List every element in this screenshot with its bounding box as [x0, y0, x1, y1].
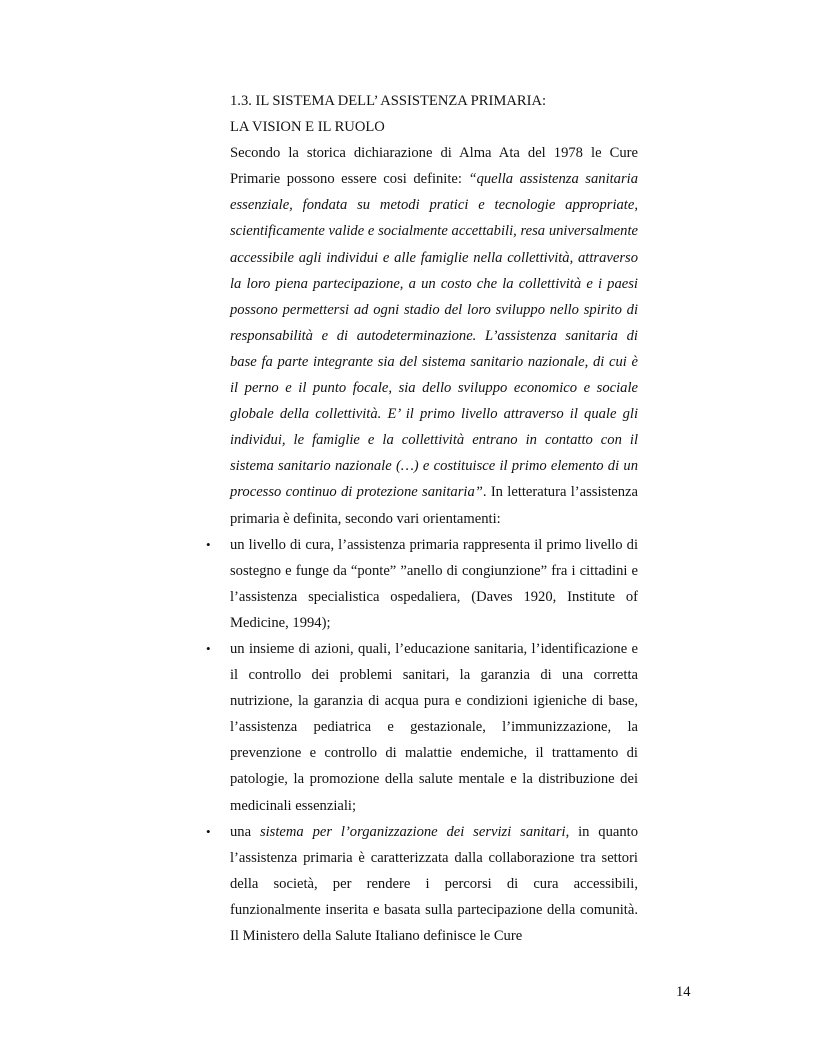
section-heading-line-2: LA VISION E IL RUOLO [230, 119, 385, 136]
list-item [206, 532, 638, 636]
orientations-list [206, 532, 638, 950]
list-item-text: un livello di cura, l’assistenza primaria rappresenta il primo livello di sostegno e funge da “ponte” ”anello di congiunzione” fra i cittadini e l’assistenza specialistica ospedaliera, (Daves 1920, Institute of Medicine, 1994); [230, 536, 638, 631]
intro-paragraph [230, 140, 638, 531]
list-item [206, 636, 638, 819]
section-heading-line-1: 1.3. IL SISTEMA DELL’ ASSISTENZA PRIMARIA: [230, 93, 547, 109]
list-item-text: un insieme di azioni, quali, l’educazione sanitaria, l’identificazione e il controllo dei problemi sanitari, la garanzia di una corretta nutrizione, la garanzia di acqua pura e condizioni igieniche di base, l’assistenza pediatrica e gestazionale, l’immunizzazione, la prevenzione e controllo di malattie endemiche, il trattamento di patologie, la promozione della salute mentale e la distribuzione dei medicinali essenziali; [230, 640, 638, 814]
intro-lead-text: Secondo la storica dichiarazione di Alma Ata del 1978 le Cure Primarie possono essere cosi definite: [230, 145, 638, 188]
page-content [206, 88, 639, 949]
list-item [206, 819, 638, 949]
bullet-icon: • [206, 823, 211, 839]
bullet-icon: • [206, 536, 211, 552]
bullet-icon: • [206, 640, 211, 656]
alma-ata-quote: “quella assistenza sanitaria essenziale, fondata su metodi pratici e tecnologie appropriate, scientificamente valide e socialmente accettabili, resa universalmente accessibile agli individui e alle famiglie nella collettività, attraverso la loro piena partecipazione, a un costo che la collettività e i paesi possono permettersi ad ogni stadio del loro sviluppo nello spirito di responsabilità e di autodeterminazione. L’assistenza sanitaria di base fa parte integrante sia del sistema sanitario nazionale, di cui è il perno e il punto focale, sia dello sviluppo economico e sociale globale della collettività. E’ il primo livello attraverso il quale gli individui, le famiglie e la collettività entrano in contatto con il sistema sanitario nazionale (…) e costituisce il primo elemento di un processo continuo di protezione sanitaria” [230, 171, 639, 501]
list-item-text: una [230, 823, 260, 840]
intro-tail-text: . In letteratura l’assistenza primaria è definita, secondo vari orientamenti: [230, 484, 638, 527]
page-number: 14 [676, 984, 691, 1000]
list-item-text-tail: , in quanto l’assistenza primaria è caratterizzata dalla collaborazione tra settori della società, per rendere i percorsi di cura accessibili, funzionalmente inserita e basata sulla partecipazione della comunità. Il Ministero della Salute Italiano definisce le Cure [230, 823, 638, 944]
list-item-emphasis: sistema per l’organizzazione dei servizi sanitari [259, 823, 566, 840]
